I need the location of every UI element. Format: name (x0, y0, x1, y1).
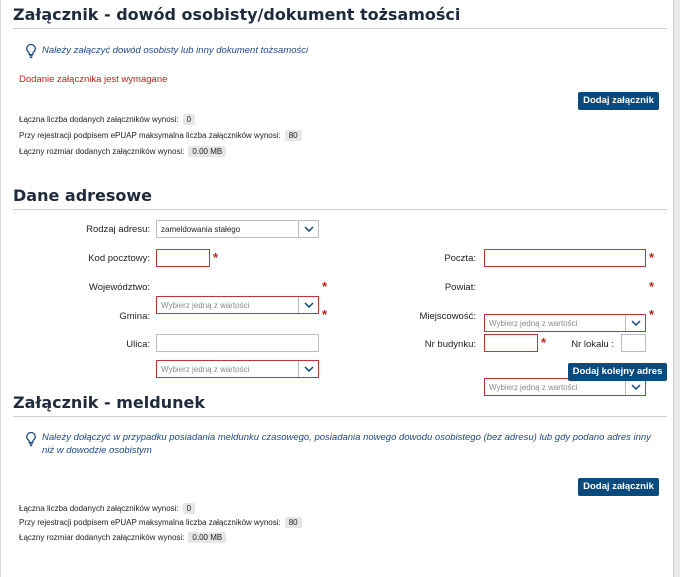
section-title-registration-attachment: Załącznik - meldunek (13, 393, 205, 412)
county-select[interactable] (484, 314, 646, 332)
locality-placeholder: Wybierz jedną z wartości (489, 382, 578, 392)
section-title-address: Dane adresowe (13, 186, 153, 205)
voivodeship-select[interactable] (156, 296, 319, 314)
chevron-down-icon[interactable] (625, 315, 645, 331)
error-message: Dodanie załącznika jest wymagane (19, 74, 168, 85)
voivodeship-placeholder: Wybierz jedną z wartości (161, 300, 250, 310)
required-marker: * (322, 307, 328, 322)
address-type-label: Rodzaj adresu: (86, 224, 150, 235)
voivodeship-label: Województwo: (88, 282, 150, 293)
required-marker: * (649, 279, 655, 294)
required-marker: * (213, 250, 219, 265)
section-title-identity-attachment: Załącznik - dowód osobisty/dokument tożsamości (13, 5, 461, 24)
stat-max (19, 517, 302, 528)
stat-badge: 0.00 MB (188, 146, 226, 157)
required-marker: * (649, 250, 655, 265)
chevron-down-icon[interactable] (298, 297, 318, 313)
lightbulb-icon (24, 43, 38, 64)
post-office-label: Poczta: (444, 253, 476, 264)
info-text-registration: Należy dołączyć w przypadku posiadania meldunku czasowego, posiadania nowego dowodu osobistego (bez adresu) lub gdy podano adres inny niż w dowodzie osobistym (42, 432, 651, 456)
postal-code-label: Kod pocztowy: (88, 253, 150, 264)
stat-count (19, 114, 195, 125)
municipality-label: Gmina: (119, 311, 150, 322)
stat-label: Przy rejestracji podpisem ePUAP maksymalna liczba załączników wynosi: (19, 131, 281, 140)
scrollbar[interactable] (673, 0, 680, 577)
stat-size (19, 532, 226, 543)
info-text-identity: Należy załączyć dowód osobisty lub inny dokument tożsamości (42, 45, 309, 56)
add-address-button[interactable]: Dodaj kolejny adres (568, 363, 667, 381)
required-marker: * (649, 307, 655, 322)
stat-label: Łączny rozmiar dodanych załączników wynosi: (19, 533, 185, 542)
add-attachment-button[interactable]: Dodaj załącznik (578, 92, 659, 110)
address-type-select[interactable] (156, 220, 319, 238)
county-label: Powiat: (444, 282, 476, 293)
apartment-number-label: Nr lokalu : (571, 339, 614, 350)
municipality-select[interactable] (156, 360, 319, 378)
stat-label: Łączna liczba dodanych załączników wynosi: (19, 504, 179, 513)
required-marker: * (541, 335, 547, 350)
stat-label: Przy rejestracji podpisem ePUAP maksymalna liczba załączników wynosi: (19, 518, 281, 527)
municipality-placeholder: Wybierz jedną z wartości (161, 364, 250, 374)
postal-code-input[interactable] (156, 249, 210, 267)
building-number-label: Nr budynku: (424, 339, 476, 350)
address-type-value: zameldowania stałego (161, 224, 241, 234)
chevron-down-icon[interactable] (625, 379, 645, 395)
post-office-input[interactable] (484, 249, 646, 267)
stat-badge: 80 (285, 517, 302, 528)
stat-label: Łączna liczba dodanych załączników wynosi: (19, 115, 179, 124)
street-label: Ulica: (126, 339, 150, 350)
locality-label: Miejscowość: (419, 311, 476, 322)
stat-max (19, 130, 302, 141)
stat-badge: 0 (183, 114, 195, 125)
stat-badge: 0 (183, 503, 195, 514)
section-divider (13, 209, 667, 210)
stat-badge: 80 (285, 130, 302, 141)
required-marker: * (322, 279, 328, 294)
apartment-number-input[interactable] (621, 334, 646, 352)
stat-count (19, 503, 195, 514)
lightbulb-icon (24, 431, 38, 452)
stat-badge: 0.00 MB (188, 532, 226, 543)
page-border-left (0, 0, 1, 577)
chevron-down-icon[interactable] (298, 221, 318, 237)
county-placeholder: Wybierz jedną z wartości (489, 318, 578, 328)
add-attachment-button[interactable]: Dodaj załącznik (578, 478, 659, 496)
stat-size (19, 146, 226, 157)
building-number-input[interactable] (484, 334, 538, 352)
section-divider (13, 416, 667, 417)
section-divider (13, 28, 667, 29)
street-input[interactable] (156, 334, 319, 352)
chevron-down-icon[interactable] (298, 361, 318, 377)
stat-label: Łączny rozmiar dodanych załączników wynosi: (19, 147, 185, 156)
